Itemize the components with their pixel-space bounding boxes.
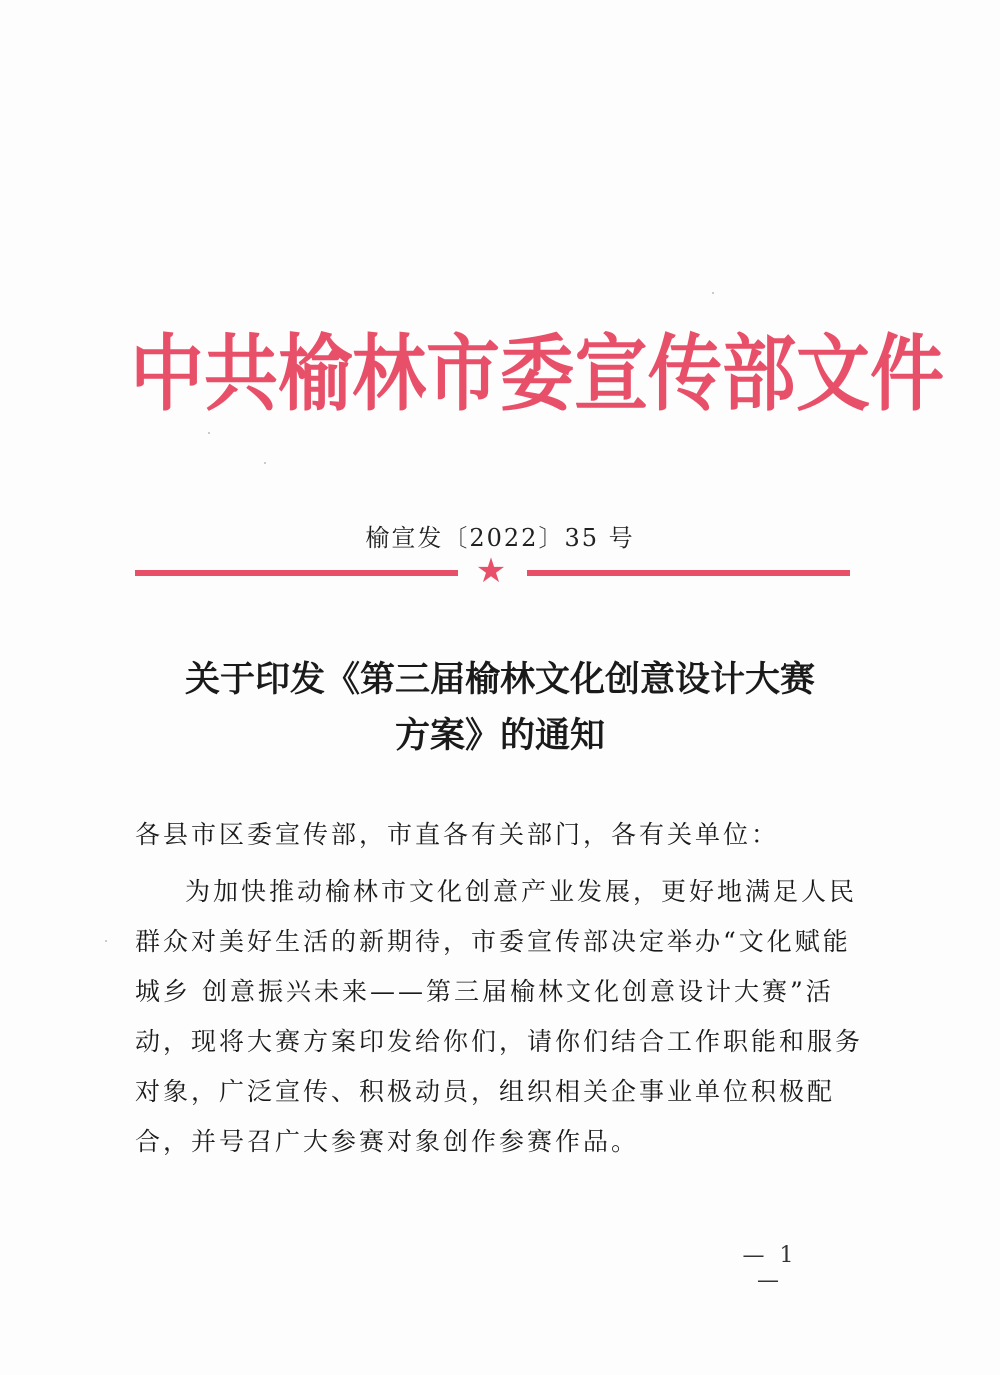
- scan-speck: [105, 940, 107, 942]
- body-paragraph-line: 对象，广泛宣传、积极动员，组织相关企事业单位积极配: [135, 1077, 836, 1106]
- red-divider-right: [527, 570, 850, 576]
- body-paragraph-line: 合，并号召广大参赛对象创作参赛作品。: [135, 1127, 640, 1156]
- page-number: — 1 —: [742, 1243, 798, 1293]
- scan-speck: [208, 432, 210, 434]
- document-number: 榆宣发〔2022〕35 号: [365, 524, 635, 552]
- scan-speck: [712, 292, 714, 294]
- star-icon: ★: [475, 551, 507, 591]
- notice-title-line-1: 关于印发《第三届榆林文化创意设计大赛: [184, 659, 815, 700]
- salutation: 各县市区委宣传部，市直各有关部门，各有关单位：: [135, 820, 780, 849]
- body-paragraph-line: 动，现将大赛方案印发给你们，请你们结合工作职能和服务: [135, 1027, 864, 1056]
- notice-title: [120, 652, 880, 764]
- body-paragraph-line: 城乡 创意振兴未来——第三届榆林文化创意设计大赛”活: [135, 977, 834, 1006]
- notice-title-line-2: 方案》的通知: [394, 715, 605, 756]
- scan-speck: [264, 462, 266, 464]
- body-paragraph-line: 为加快推动榆林市文化创意产业发展，更好地满足人民: [185, 877, 858, 906]
- body-paragraph-line: 群众对美好生活的新期待，市委宣传部决定举办“文化赋能: [135, 927, 851, 956]
- red-divider-left: [135, 570, 458, 576]
- document-header-title: 中共榆林市委宣传部文件: [130, 326, 944, 423]
